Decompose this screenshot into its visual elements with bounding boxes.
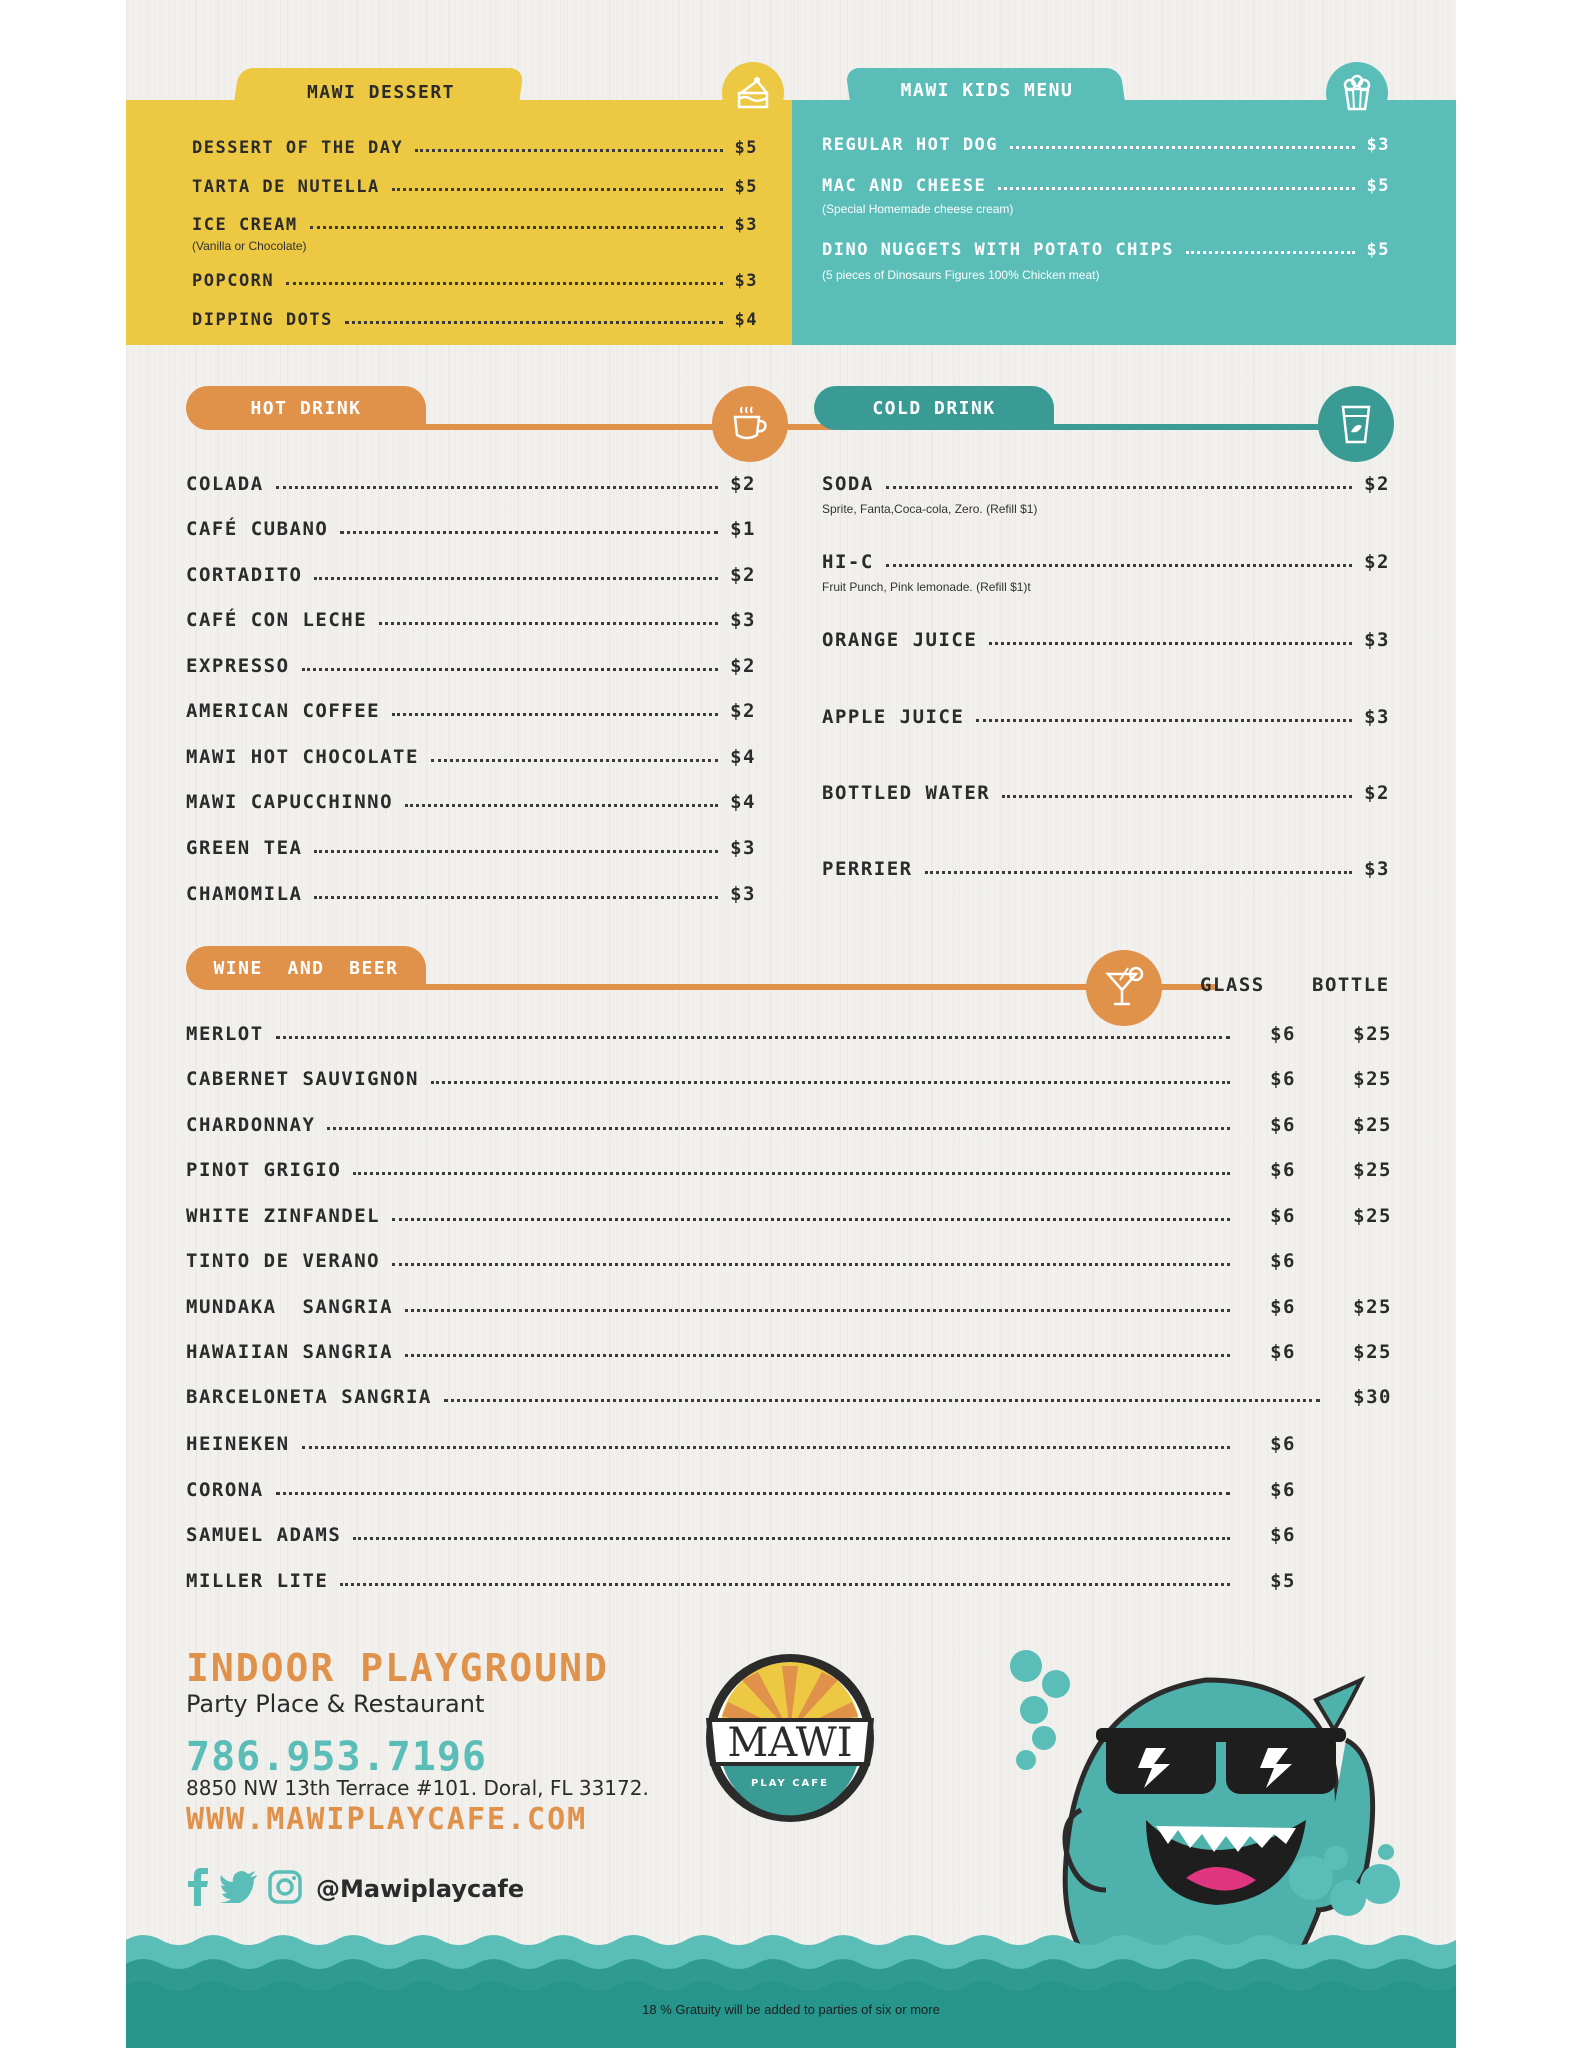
gratuity-note: 18 % Gratuity will be added to parties of six or more <box>642 2002 940 2017</box>
table-row: CHARDONNAY $6 $25 <box>186 1114 1392 1136</box>
list-item: BOTTLED WATER $2 <box>822 782 1390 804</box>
footer-waves <box>126 1930 1456 2048</box>
phone-number[interactable]: 786.953.7196 <box>186 1734 487 1780</box>
list-item: SODA $2 <box>822 473 1390 495</box>
table-row: BARCELONETA SANGRIA $30 <box>186 1386 1392 1408</box>
list-item: DINO NUGGETS WITH POTATO CHIPS $5 <box>822 240 1390 260</box>
list-item: CAFÉ CUBANO $1 <box>186 518 756 540</box>
item-note: Sprite, Fanta,Coca-cola, Zero. (Refill $1) <box>822 502 1038 516</box>
list-item: APPLE JUICE $3 <box>822 706 1390 728</box>
list-item: POPCORN $3 <box>192 271 758 291</box>
list-item: PERRIER $3 <box>822 858 1390 880</box>
list-item: MAWI HOT CHOCOLATE $4 <box>186 746 756 768</box>
table-row: MUNDAKA SANGRIA $6 $25 <box>186 1296 1392 1318</box>
website-link[interactable]: WWW.MAWIPLAYCAFE.COM <box>186 1802 588 1837</box>
facebook-icon[interactable] <box>186 1868 210 1910</box>
table-row: CORONA $6 <box>186 1479 1296 1501</box>
list-item: COLADA $2 <box>186 473 756 495</box>
table-row: MILLER LITE $5 <box>186 1570 1296 1592</box>
list-item: MAC AND CHEESE $5 <box>822 176 1390 196</box>
item-note: (Special Homemade cheese cream) <box>822 202 1014 216</box>
glass-column-header: GLASS <box>1200 974 1265 996</box>
instagram-icon[interactable] <box>268 1870 302 1908</box>
popcorn-icon <box>1326 62 1388 124</box>
list-item: GREEN TEA $3 <box>186 837 756 859</box>
table-row: PINOT GRIGIO $6 $25 <box>186 1159 1392 1181</box>
list-item: CHAMOMILA $3 <box>186 883 756 905</box>
item-note: (5 pieces of Dinosaurs Figures 100% Chicken meat) <box>822 268 1100 282</box>
list-item: MAWI CAPUCCHINNO $4 <box>186 791 756 813</box>
shark-mascot <box>916 1640 1446 1960</box>
kids-title: MAWI KIDS MENU <box>900 80 1074 101</box>
list-item: DIPPING DOTS $4 <box>192 310 758 330</box>
hot-drink-title: HOT DRINK <box>186 386 426 430</box>
glass-icon <box>1318 386 1394 462</box>
social-handle[interactable]: @Mawiplaycafe <box>316 1875 525 1903</box>
item-note: Fruit Punch, Pink lemonade. (Refill $1)t <box>822 580 1031 594</box>
subline: Party Place & Restaurant <box>186 1690 485 1718</box>
logo-tagline: PLAY CAFE <box>751 1778 829 1789</box>
cocktail-icon <box>1086 950 1162 1026</box>
table-row: SAMUEL ADAMS $6 <box>186 1524 1296 1546</box>
table-row: TINTO DE VERANO $6 <box>186 1250 1296 1272</box>
logo-brand: MAWI <box>727 1720 853 1766</box>
dessert-title: MAWI DESSERT <box>306 82 456 103</box>
list-item: EXPRESSO $2 <box>186 655 756 677</box>
headline: INDOOR PLAYGROUND <box>186 1646 609 1690</box>
social-row <box>186 1868 524 1910</box>
list-item: HI-C $2 <box>822 551 1390 573</box>
table-row: CABERNET SAUVIGNON $6 $25 <box>186 1068 1392 1090</box>
address: 8850 NW 13th Terrace #101. Doral, FL 33172. <box>186 1776 649 1800</box>
list-item: DESSERT OF THE DAY $5 <box>192 138 758 158</box>
mawi-logo <box>702 1650 878 1826</box>
wine-beer-title: WINE AND BEER <box>186 946 426 990</box>
list-item: ICE CREAM $3 <box>192 215 758 235</box>
item-note: (Vanilla or Chocolate) <box>192 239 307 253</box>
list-item: CAFÉ CON LECHE $3 <box>186 609 756 631</box>
table-row: HAWAIIAN SANGRIA $6 $25 <box>186 1341 1392 1363</box>
list-item: TARTA DE NUTELLA $5 <box>192 177 758 197</box>
cake-icon <box>722 62 784 124</box>
menu-page <box>126 0 1456 2048</box>
table-row: MERLOT $6 $25 <box>186 1023 1392 1045</box>
twitter-icon[interactable] <box>220 1871 258 1907</box>
list-item: CORTADITO $2 <box>186 564 756 586</box>
cold-drink-title: COLD DRINK <box>814 386 1054 430</box>
coffee-cup-icon <box>712 386 788 462</box>
list-item: REGULAR HOT DOG $3 <box>822 135 1390 155</box>
list-item: AMERICAN COFFEE $2 <box>186 700 756 722</box>
list-item: ORANGE JUICE $3 <box>822 629 1390 651</box>
table-row: WHITE ZINFANDEL $6 $25 <box>186 1205 1392 1227</box>
bottle-column-header: BOTTLE <box>1312 974 1390 996</box>
table-row: HEINEKEN $6 <box>186 1433 1296 1455</box>
